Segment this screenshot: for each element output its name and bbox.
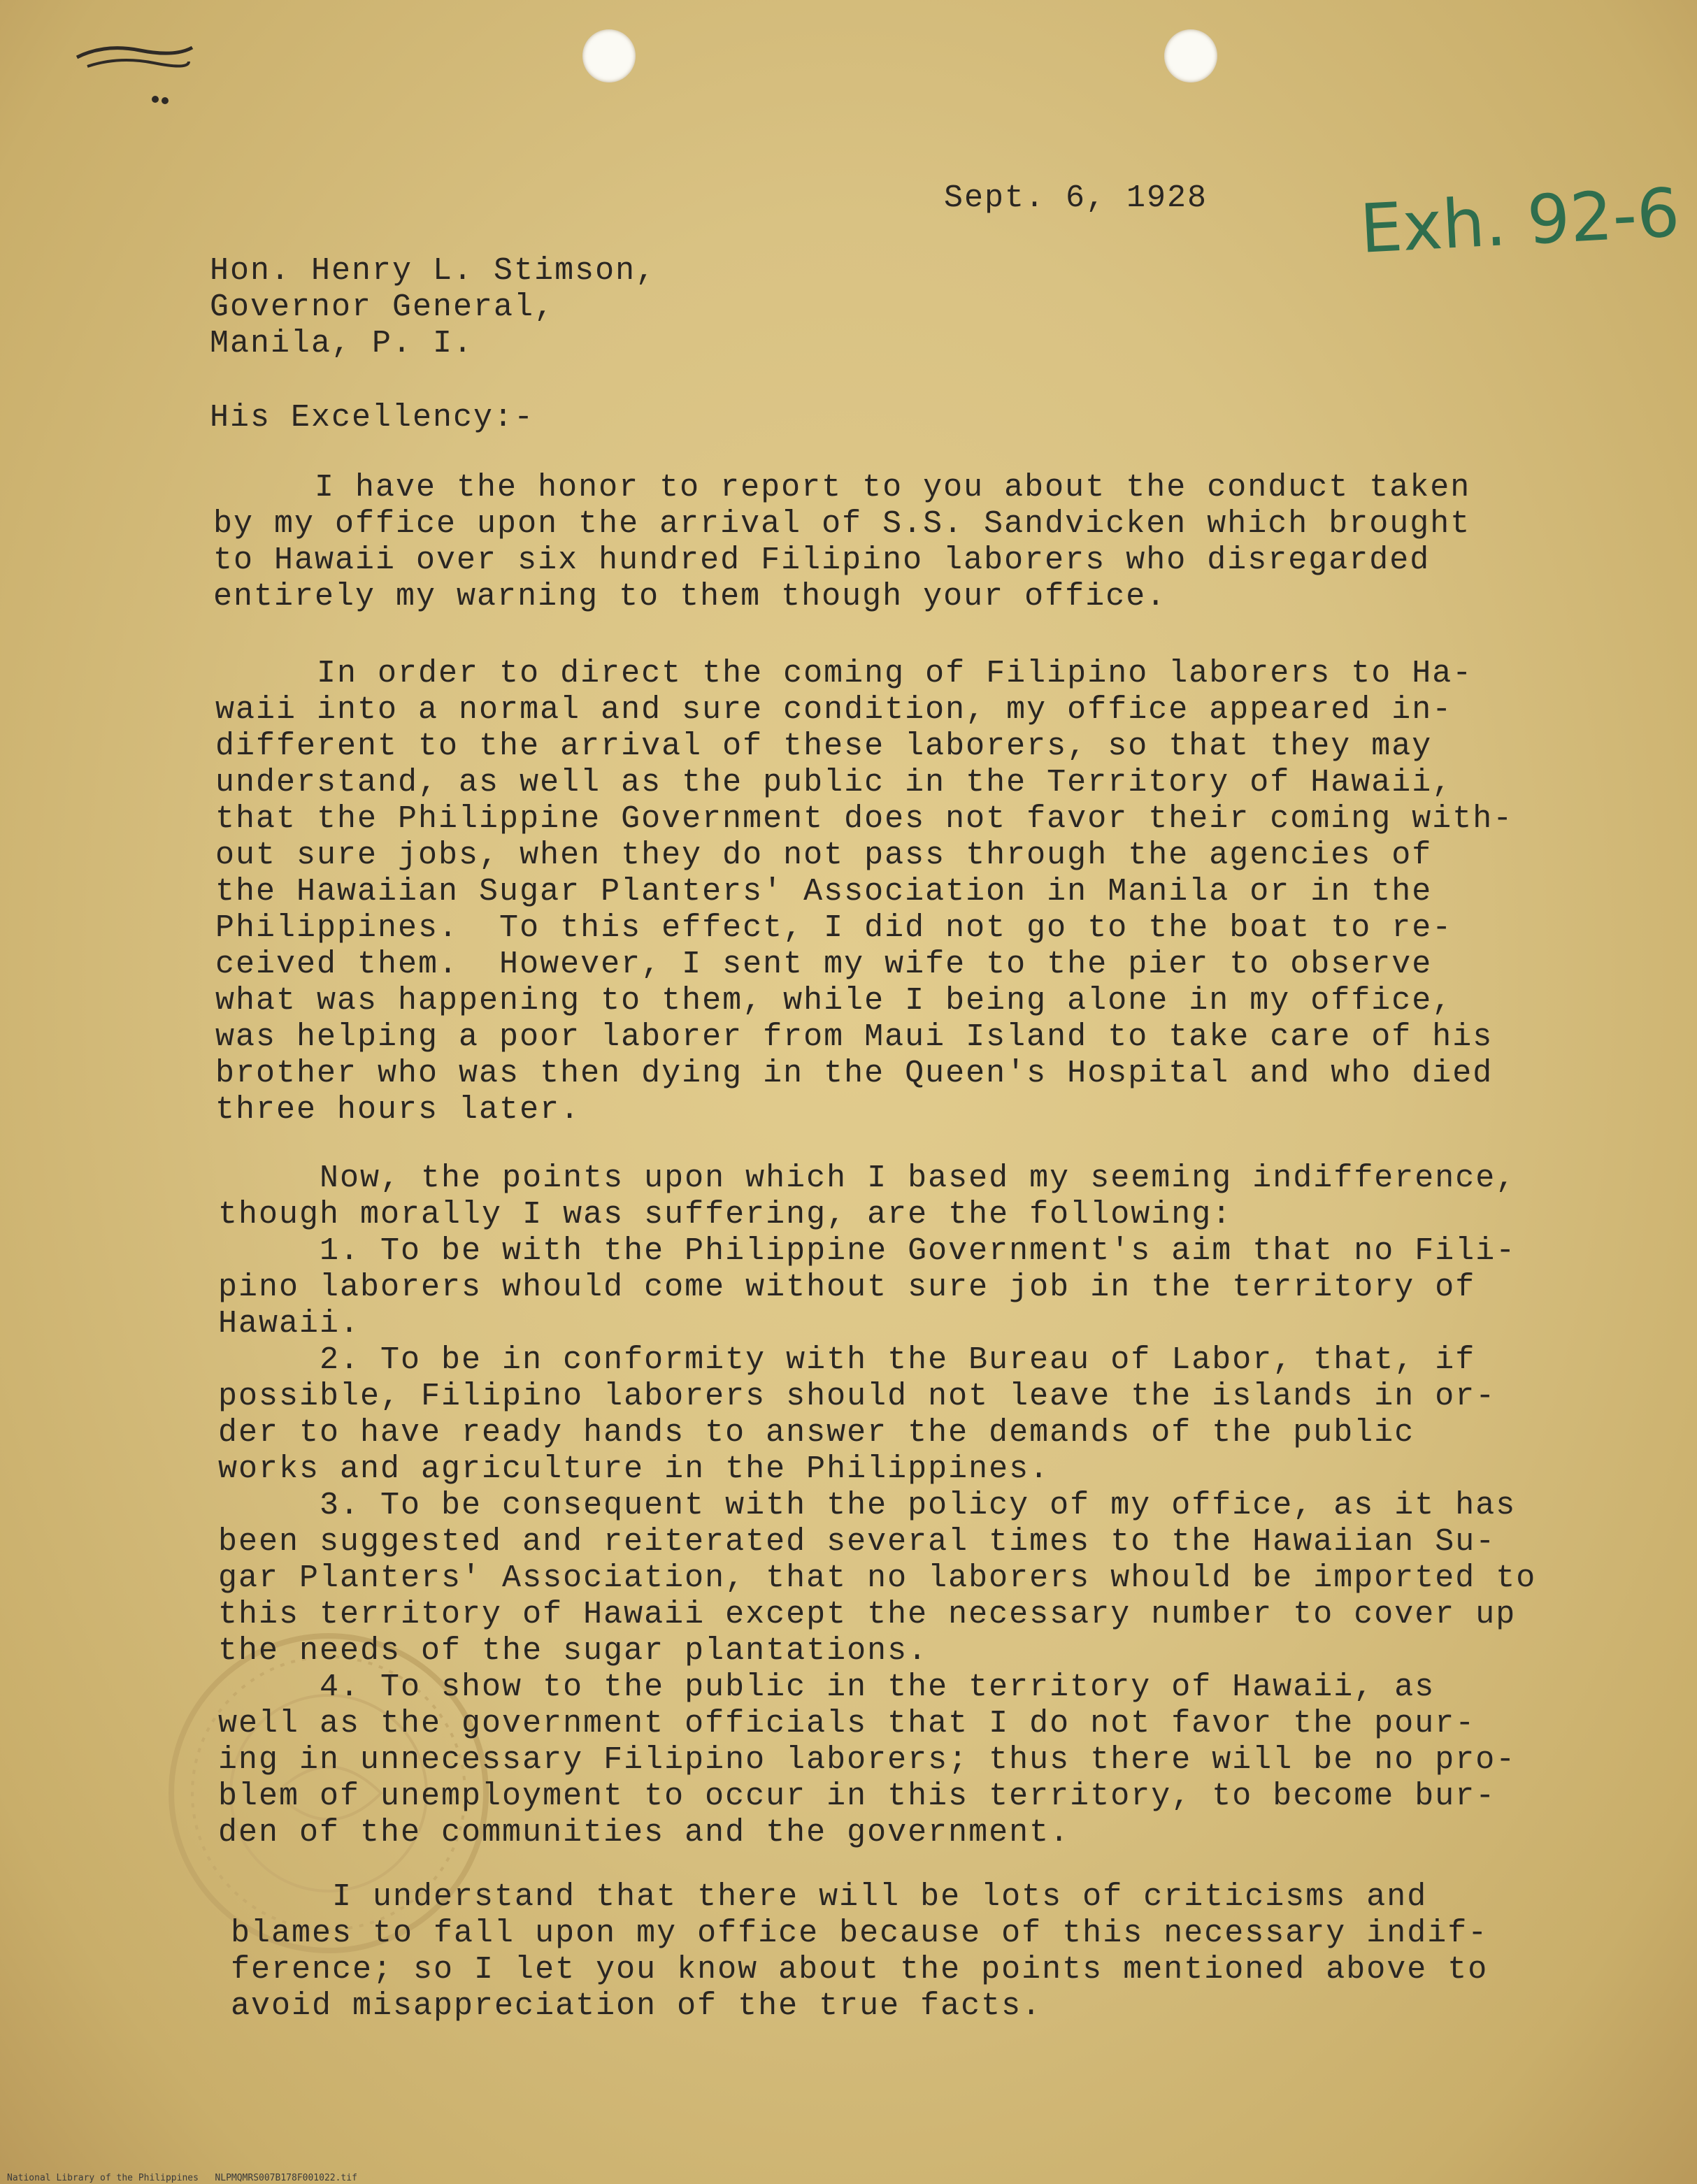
- paragraph-4-line: blames to fall upon my office because of this necessary indif-: [231, 1916, 1489, 1951]
- paragraph-1-line: entirely my warning to them though your office.: [213, 579, 1167, 615]
- paragraph-3-line: 2. To be in conformity with the Bureau of Labor, that, if: [218, 1342, 1476, 1378]
- paragraph-3-line: blem of unemployment to occur in this territory, to become bur-: [218, 1779, 1496, 1814]
- paragraph-3-line: the needs of the sugar plantations.: [218, 1633, 929, 1669]
- paragraph-3-line: this territory of Hawaii except the necessary number to cover up: [218, 1597, 1517, 1632]
- paragraph-2-line: that the Philippine Government does not favor their coming with-: [215, 801, 1514, 837]
- paragraph-4: [231, 1879, 1488, 2025]
- paragraph-2-line: what was happening to them, while I being alone in my office,: [215, 983, 1453, 1019]
- paragraph-2-line: brother who was then dying in the Queen's Hospital and who died: [215, 1056, 1494, 1091]
- exhibit-mark: Exh. 92-6: [1358, 173, 1682, 268]
- archive-footer: National Library of the Philippines NLPMQMRS007B178F001022.tif: [7, 2173, 357, 2183]
- paragraph-3-line: possible, Filipino laborers should not leave the islands in or-: [218, 1379, 1496, 1414]
- paragraph-1-line: I have the honor to report to you about the conduct taken: [213, 470, 1471, 505]
- paragraph-2: [215, 656, 1513, 1128]
- punch-hole-right: [1164, 29, 1217, 82]
- paragraph-3-line: ing in unnecessary Filipino laborers; thus there will be no pro-: [218, 1742, 1517, 1778]
- paragraph-1-line: by my office upon the arrival of S.S. Sandvicken which brought: [213, 506, 1471, 542]
- paragraph-2-line: out sure jobs, when they do not pass through the agencies of: [215, 838, 1433, 873]
- punch-hole-left: [582, 29, 636, 82]
- paragraph-2-line: three hours later.: [215, 1092, 581, 1128]
- paragraph-3-line: though morally I was suffering, are the following:: [218, 1197, 1233, 1233]
- paragraph-2-line: the Hawaiian Sugar Planters' Association in Manila or in the: [215, 874, 1433, 910]
- paragraph-2-line: was helping a poor laborer from Maui Island to take care of his: [215, 1019, 1494, 1055]
- paragraph-3-line: 3. To be consequent with the policy of my office, as it has: [218, 1488, 1517, 1523]
- paragraph-3-line: 4. To show to the public in the territory of Hawaii, as: [218, 1669, 1435, 1705]
- paragraph-2-line: waii into a normal and sure condition, my office appeared in-: [215, 692, 1453, 728]
- paragraph-3-line: been suggested and reiterated several times to the Hawaiian Su-: [218, 1524, 1496, 1560]
- paragraph-3-line: well as the government officials that I do not favor the pour-: [218, 1706, 1476, 1741]
- paragraph-2-line: Philippines. To this effect, I did not go to the boat to re-: [215, 910, 1453, 946]
- paragraph-1: [213, 470, 1470, 615]
- paragraph-4-line: avoid misappreciation of the true facts.: [231, 1988, 1043, 2024]
- paragraph-4-line: I understand that there will be lots of criticisms and: [231, 1879, 1428, 1915]
- pen-mark: [70, 35, 203, 112]
- paragraph-3-line: Now, the points upon which I based my seeming indifference,: [218, 1161, 1517, 1196]
- paragraph-3-line: 1. To be with the Philippine Government's aim that no Fili-: [218, 1233, 1517, 1269]
- paragraph-3-line: pino laborers whould come without sure job in the territory of: [218, 1270, 1476, 1305]
- paragraph-2-line: different to the arrival of these laborers, so that they may: [215, 728, 1433, 764]
- address-line-3: Manila, P. I.: [210, 326, 474, 361]
- address-line-1: Hon. Henry L. Stimson,: [210, 253, 657, 289]
- paragraph-2-line: In order to direct the coming of Filipino laborers to Ha-: [215, 656, 1473, 691]
- address-line-2: Governor General,: [210, 289, 555, 325]
- paragraph-3-line: der to have ready hands to answer the demands of the public: [218, 1415, 1415, 1451]
- paragraph-2-line: understand, as well as the public in the Territory of Hawaii,: [215, 765, 1453, 800]
- paragraph-3-line: den of the communities and the government.: [218, 1815, 1071, 1851]
- paragraph-4-line: ference; so I let you know about the points mentioned above to: [231, 1952, 1489, 1988]
- paragraph-1-line: to Hawaii over six hundred Filipino laborers who disregarded: [213, 543, 1431, 578]
- paragraph-2-line: ceived them. However, I sent my wife to the pier to observe: [215, 947, 1433, 982]
- paragraph-3-line: works and agriculture in the Philippines.: [218, 1451, 1050, 1487]
- paragraph-3: [218, 1161, 1536, 1851]
- paragraph-3-line: gar Planters' Association, that no laborers whould be imported to: [218, 1560, 1537, 1596]
- letter-date: Sept. 6, 1928: [944, 180, 1208, 216]
- salutation: His Excellency:-: [210, 400, 535, 436]
- paragraph-3-line: Hawaii.: [218, 1306, 361, 1342]
